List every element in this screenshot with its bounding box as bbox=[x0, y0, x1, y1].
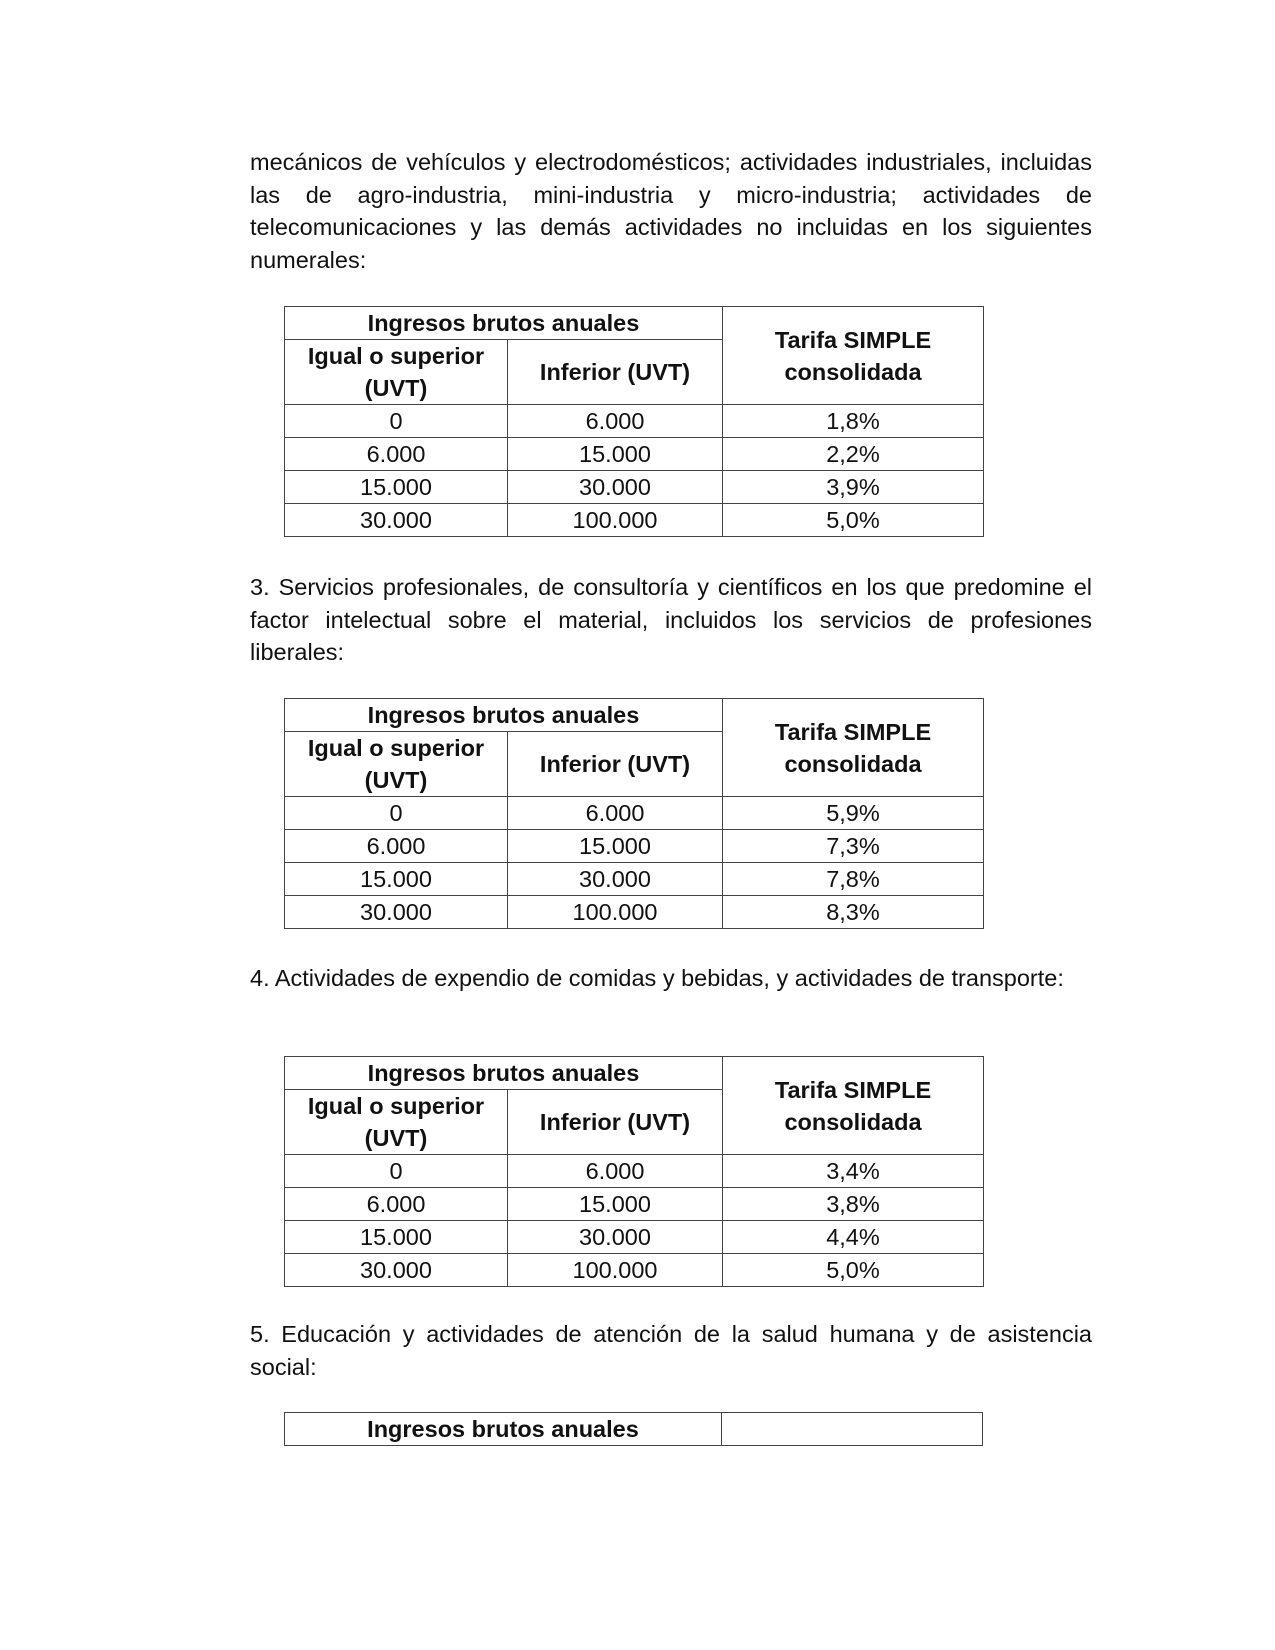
table-row bbox=[285, 1155, 984, 1188]
lower-bound-cell: 0 bbox=[285, 1155, 508, 1188]
lower-bound-header: Igual o superior (UVT) bbox=[285, 1090, 508, 1155]
upper-bound-cell: 100.000 bbox=[508, 896, 723, 929]
rate-cell: 5,0% bbox=[723, 504, 984, 537]
table-row bbox=[285, 1221, 984, 1254]
section-4-paragraph: 4. Actividades de expendio de comidas y bebidas, y actividades de transporte: bbox=[250, 965, 1064, 991]
rate-cell: 5,0% bbox=[723, 1254, 984, 1287]
upper-bound-cell: 30.000 bbox=[508, 863, 723, 896]
lower-bound-cell: 0 bbox=[285, 797, 508, 830]
rate-cell: 3,8% bbox=[723, 1188, 984, 1221]
rate-table-3 bbox=[284, 1056, 984, 1287]
income-group-header: Ingresos brutos anuales bbox=[285, 699, 723, 732]
upper-bound-cell: 100.000 bbox=[508, 1254, 723, 1287]
income-group-header: Ingresos brutos anuales bbox=[285, 1057, 723, 1090]
upper-bound-cell: 15.000 bbox=[508, 1188, 723, 1221]
lower-bound-cell: 30.000 bbox=[285, 896, 508, 929]
upper-bound-cell: 30.000 bbox=[508, 1221, 723, 1254]
upper-bound-cell: 6.000 bbox=[508, 797, 723, 830]
upper-bound-header: Inferior (UVT) bbox=[508, 340, 723, 405]
rate-cell: 7,3% bbox=[723, 830, 984, 863]
rate-header: Tarifa SIMPLE consolidada bbox=[723, 1057, 984, 1155]
lower-bound-cell: 15.000 bbox=[285, 471, 508, 504]
rate-cell: 2,2% bbox=[723, 438, 984, 471]
rate-cell: 3,4% bbox=[723, 1155, 984, 1188]
upper-bound-cell: 30.000 bbox=[508, 471, 723, 504]
lower-bound-header: Igual o superior (UVT) bbox=[285, 732, 508, 797]
rate-cell: 4,4% bbox=[723, 1221, 984, 1254]
upper-bound-cell: 15.000 bbox=[508, 438, 723, 471]
table-row bbox=[285, 797, 984, 830]
table-row bbox=[285, 1188, 984, 1221]
upper-bound-cell: 6.000 bbox=[508, 1155, 723, 1188]
table-row bbox=[285, 863, 984, 896]
table-row bbox=[285, 438, 984, 471]
table-row bbox=[285, 896, 984, 929]
lower-bound-header: Igual o superior (UVT) bbox=[285, 340, 508, 405]
rate-cell: 5,9% bbox=[723, 797, 984, 830]
lower-bound-cell: 6.000 bbox=[285, 438, 508, 471]
lower-bound-cell: 15.000 bbox=[285, 1221, 508, 1254]
rate-cell: 8,3% bbox=[723, 896, 984, 929]
rate-table-4 bbox=[284, 1412, 983, 1446]
lower-bound-cell: 6.000 bbox=[285, 830, 508, 863]
rate-table-2 bbox=[284, 698, 984, 929]
upper-bound-cell: 100.000 bbox=[508, 504, 723, 537]
upper-bound-header: Inferior (UVT) bbox=[508, 732, 723, 797]
rate-header bbox=[722, 1413, 983, 1446]
upper-bound-cell: 6.000 bbox=[508, 405, 723, 438]
rate-table-1 bbox=[284, 306, 984, 537]
lower-bound-cell: 0 bbox=[285, 405, 508, 438]
section-3-paragraph: 3. Servicios profesionales, de consultoría y científicos en los que predomine el factor intelectual sobre el material, incluidos los servicios de profesiones liberales: bbox=[250, 574, 1092, 665]
rate-cell: 1,8% bbox=[723, 405, 984, 438]
income-group-header: Ingresos brutos anuales bbox=[285, 307, 723, 340]
table-row bbox=[285, 471, 984, 504]
upper-bound-header: Inferior (UVT) bbox=[508, 1090, 723, 1155]
lower-bound-cell: 30.000 bbox=[285, 1254, 508, 1287]
upper-bound-cell: 15.000 bbox=[508, 830, 723, 863]
table-row bbox=[285, 830, 984, 863]
lower-bound-cell: 15.000 bbox=[285, 863, 508, 896]
lower-bound-cell: 6.000 bbox=[285, 1188, 508, 1221]
rate-cell: 3,9% bbox=[723, 471, 984, 504]
intro-paragraph: mecánicos de vehículos y electrodomésticos; actividades industriales, incluidas las de agro-industria, mini-industria y micro-industria; actividades de telecomunicaciones y las demás actividades no incluidas en los siguientes numerales: bbox=[250, 149, 1092, 273]
rate-header: Tarifa SIMPLE consolidada bbox=[723, 699, 984, 797]
rate-cell: 7,8% bbox=[723, 863, 984, 896]
section-5-paragraph: 5. Educación y actividades de atención de la salud humana y de asistencia social: bbox=[250, 1321, 1092, 1380]
income-group-header: Ingresos brutos anuales bbox=[285, 1413, 722, 1446]
rate-header: Tarifa SIMPLE consolidada bbox=[723, 307, 984, 405]
table-row bbox=[285, 1254, 984, 1287]
table-row bbox=[285, 405, 984, 438]
lower-bound-cell: 30.000 bbox=[285, 504, 508, 537]
table-row bbox=[285, 504, 984, 537]
